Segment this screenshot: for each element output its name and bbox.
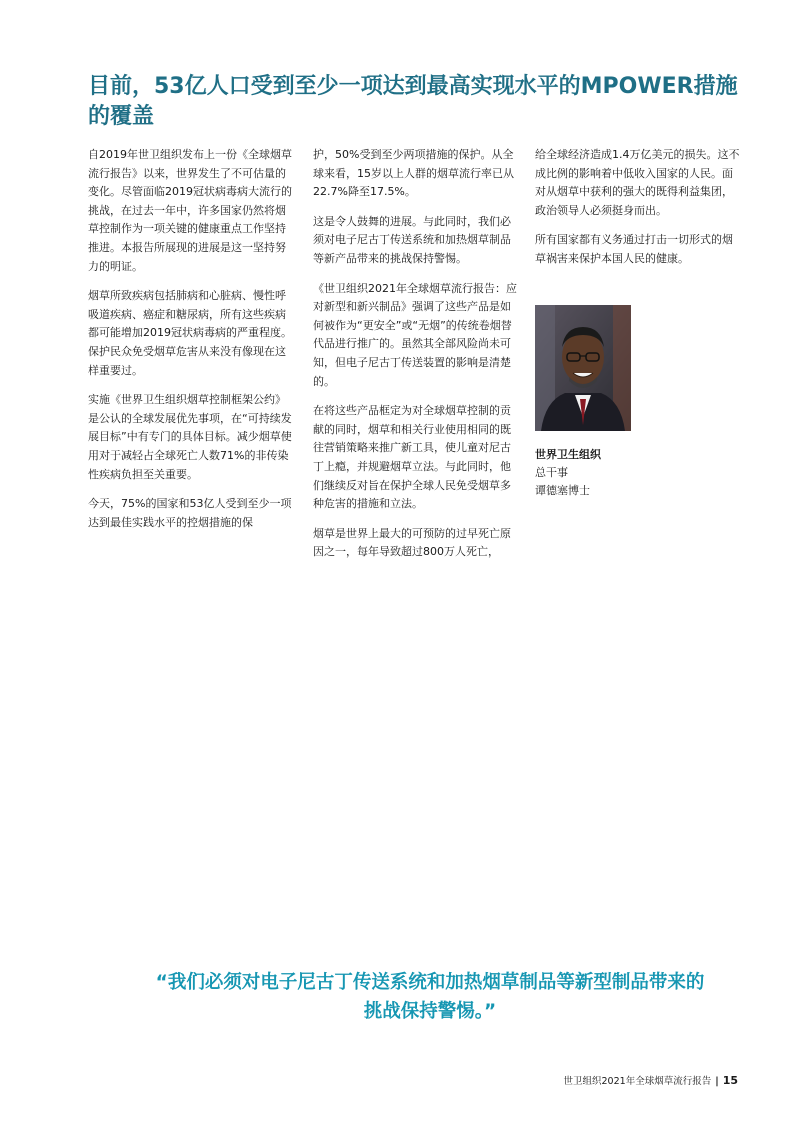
page-number: 15 — [722, 1074, 738, 1087]
paragraph: 实施《世界卫生组织烟草控制框架公约》是公认的全球发展优先事项，在“可持续发展目标”中有专门的具体目标。减少烟草使用对于减轻占全球死亡人数71%的非传染性疾病负担至关重要。 — [88, 393, 292, 481]
portrait-caption — [535, 446, 601, 500]
paragraph: 给全球经济造成1.4万亿美元的损失。这不成比例的影响着中低收入国家的人民。面对从烟草中获利的强大的既得利益集团，政治领导人必须挺身而出。 — [535, 148, 740, 217]
text-column-1 — [88, 146, 295, 543]
footer-report-title: 世卫组织2021年全球烟草流行报告 — [563, 1076, 712, 1087]
paragraph: 《世卫组织2021年全球烟草流行报告：应对新型和新兴制品》强调了这些产品是如何被作为“更安全”或“无烟”的传统卷烟替代品进行推广的。虽然其全部风险尚未可知，但电子尼古丁传送装置的影响是清楚的。 — [313, 281, 517, 388]
paragraph: 自2019年世卫组织发布上一份《全球烟草流行报告》以来，世界发生了不可估量的变化。尽管面临2019冠状病毒病大流行的挑战，在过去一年中，许多国家仍然将烟草控制作为一项关键的健康重点工作坚持推进。本报告所展现的进展是这一坚持努力的明证。 — [88, 148, 292, 273]
footer-separator: | — [715, 1076, 719, 1087]
paragraph: 护，50%受到至少两项措施的保护。从全球来看，15岁以上人群的烟草流行率已从22.7%降至17.5%。 — [313, 148, 514, 199]
page-footer — [564, 1073, 738, 1087]
paragraph: 今天，75%的国家和53亿人受到至少一项达到最佳实践水平的控烟措施的保 — [88, 497, 292, 529]
signature-role: 总干事 — [535, 466, 568, 479]
text-column-2 — [313, 146, 520, 573]
paragraph: 所有国家都有义务通过打击一切形式的烟草祸害来保护本国人民的健康。 — [535, 233, 733, 265]
page-title: 目前，53亿人口受到至少一项达到最高实现水平的MPOWER措施的覆盖 — [88, 74, 738, 129]
paragraph: 烟草是世界上最大的可预防的过早死亡原因之一，每年导致超过800万人死亡， — [313, 526, 511, 559]
pull-quote: “我们必须对电子尼古丁传送系统和加热烟草制品等新型制品带来的挑战保持警惕。” — [155, 972, 705, 1022]
director-general-portrait — [535, 305, 631, 431]
signature-name: 谭德塞博士 — [535, 484, 590, 497]
signature-org: 世界卫生组织 — [535, 448, 601, 461]
paragraph: 烟草所致疾病包括肺病和心脏病、慢性呼吸道疾病、癌症和糖尿病，所有这些疾病都可能增加2019冠状病毒病的严重程度。保护民众免受烟草危害从来没有像现在这样重要过。 — [88, 289, 292, 377]
paragraph: 在将这些产品框定为对全球烟草控制的贡献的同时，烟草和相关行业使用相同的既往营销策略来推广新工具，使儿童对尼古丁上瘾，并规避烟草立法。与此同时，他们继续反对旨在保护全球人民免受烟草多种危害的措施和立法。 — [313, 404, 511, 511]
text-column-3 — [535, 146, 740, 280]
paragraph: 这是令人鼓舞的进展。与此同时，我们必须对电子尼古丁传送系统和加热烟草制品等新产品带来的挑战保持警惕。 — [313, 214, 511, 265]
